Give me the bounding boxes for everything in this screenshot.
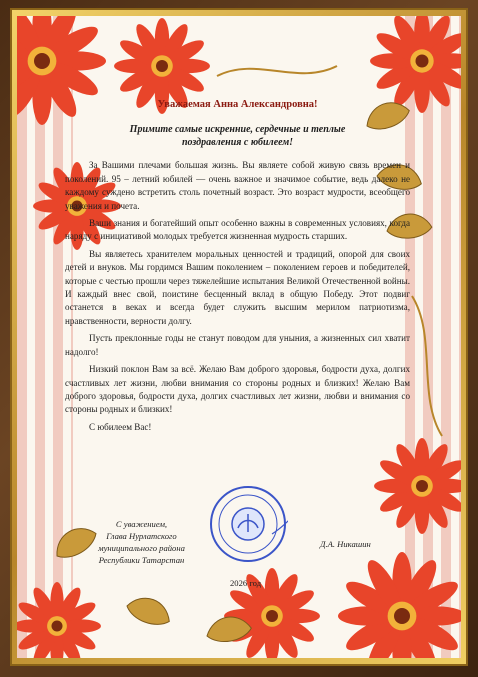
paragraph: За Вашими плечами большая жизнь. Вы являете собой живую связь времен и поколений. 95 – летний юбилей — очень важное и значимое событие, ведь далеко не каждому суждено встретить столь почетный возраст. Это возраст мудрости, всеобщего уважения и почета. [65,160,410,211]
certificate-text [65,98,410,434]
year-label: 2026 год [230,578,262,588]
greeting-subtitle: Примите самые искренние, сердечные и теплые поздравления с юбилеем! [129,124,346,149]
paragraph: Вы являетесь хранителем моральных ценностей и традиций, опорой для своих детей и внуков. Мы гордимся Вашим поколением – поколением героев и победителей, которые с честью прошли через тяжелейшие испытания Великой Отечественной войны. И каждый внес свой, поистине бесценный вклад в общую Победу. Этот подвиг останется в веках и всегда будет служить высшим мерилом патриотизма, нравственности, верности долгу. [65,248,410,326]
paragraph: Низкий поклон Вам за всё. Желаю Вам доброго здоровья, бодрости духа, долгих счастливых лет жизни, любви внимания со стороны родных и близких! Желаю Вам доброго здоровья, бодрости духа, долгих счастливых лет жизни, любви и внимания со стороны родных и близких! [65,364,410,415]
signature-name: Д.А. Никашин [320,539,371,549]
paragraph: Пусть преклонные годы не станут поводом для уныния, а жизненных сил хватит надолго! [65,333,410,357]
paragraph: Ваши знания и богатейший опыт особенно важны в современных условиях, когда наряду с инициативой молодых требуется жизненная мудрость старших. [65,218,410,242]
greeting-title: Уважаемая Анна Александровна! [157,99,318,110]
closing-line: С юбилеем Вас! [89,421,152,432]
official-seal-icon [208,484,288,564]
signature-block: С уважением, Глава Нурлатского муниципального района Республики Татарстан [98,519,185,565]
